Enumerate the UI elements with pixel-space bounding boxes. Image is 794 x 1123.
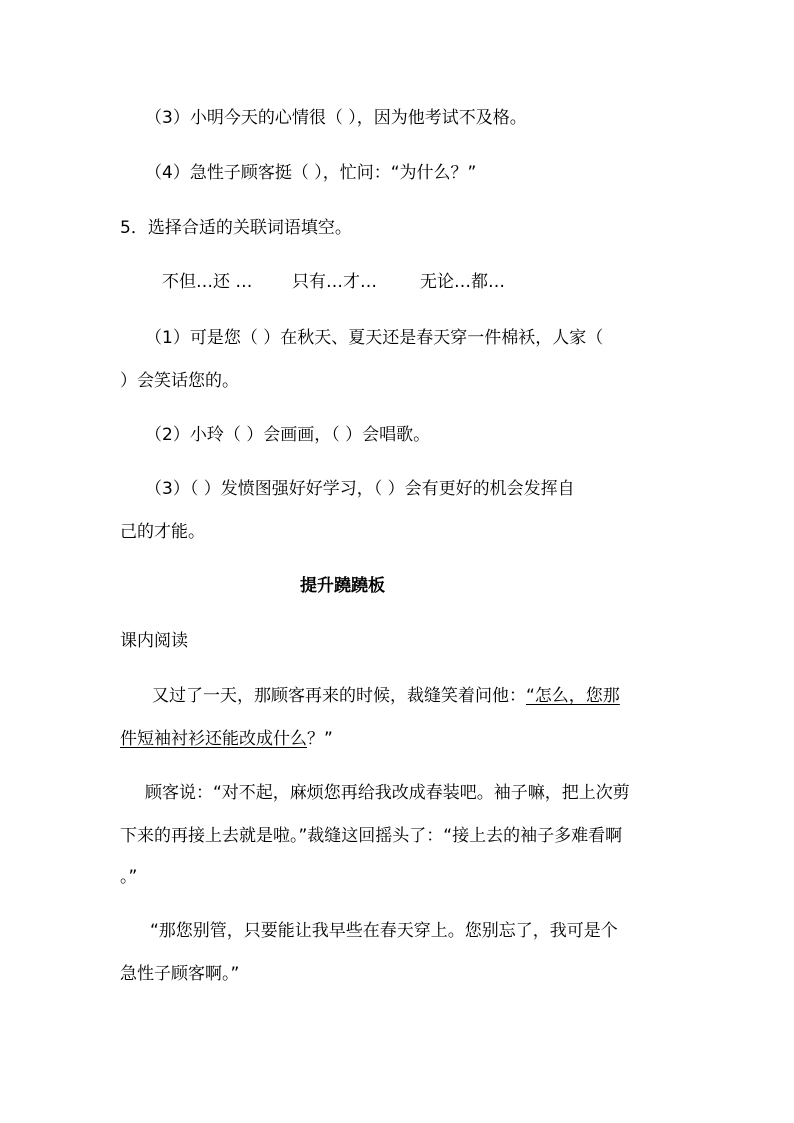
reading-label: 课内阅读 [120, 631, 188, 651]
question-5-3-line-1: （3）（ ）发愤图强好好学习，（ ）会有更好的机会发挥自 [145, 479, 575, 499]
paragraph-2-line-2: 下来的再接上去就是啦。”裁缝这回摇头了：“接上去的袖子多难看啊 [120, 826, 623, 846]
paragraph-1-underlined-text-2: 件短袖衬衫还能改成什么 [120, 729, 307, 749]
paragraph-1-line-2 [120, 727, 333, 751]
paragraph-3-line-2: 急性子顾客啊。” [120, 964, 240, 984]
question-4-3: （3）小明今天的心情很（ ），因为他考试不及格。 [145, 108, 527, 128]
section-title: 提升蹺蹺板 [300, 576, 385, 596]
paragraph-3-line-1: “那您别管，只要能让我早些在春天穿上。您别忘了，我可是个 [150, 921, 618, 941]
question-5-3-line-2: 己的才能。 [120, 522, 205, 542]
conjunction-option-3: 无论…都… [420, 272, 505, 292]
question-4-4: （4）急性子顾客挺（ ），忙问：“为什么？” [145, 163, 477, 183]
question-5-1-line-2: ）会笑话您的。 [120, 371, 239, 391]
question-5-1-line-1: （1）可是您（ ）在秋天、夏天还是春天穿一件棉袄，人家（ [145, 328, 604, 348]
paragraph-2-line-3: 。” [120, 867, 138, 887]
paragraph-1-plain-text-2: ？” [307, 729, 333, 749]
paragraph-1-underlined-text: “怎么，您那 [526, 686, 620, 706]
paragraph-1-plain-text: 又过了一天，那顾客再来的时候，裁缝笑着问他： [152, 686, 526, 706]
conjunction-option-2: 只有…才… [292, 272, 377, 292]
paragraph-1-line-1 [152, 684, 620, 708]
question-5-title: 5．选择合适的关联词语填空。 [120, 218, 352, 238]
paragraph-2-line-1: 顾客说：“对不起，麻烦您再给我改成春装吧。袖子嘛，把上次剪 [145, 783, 630, 803]
conjunction-option-1: 不但…还 … [162, 272, 253, 292]
question-5-2: （2）小玲（ ）会画画，（ ）会唱歌。 [145, 425, 431, 445]
